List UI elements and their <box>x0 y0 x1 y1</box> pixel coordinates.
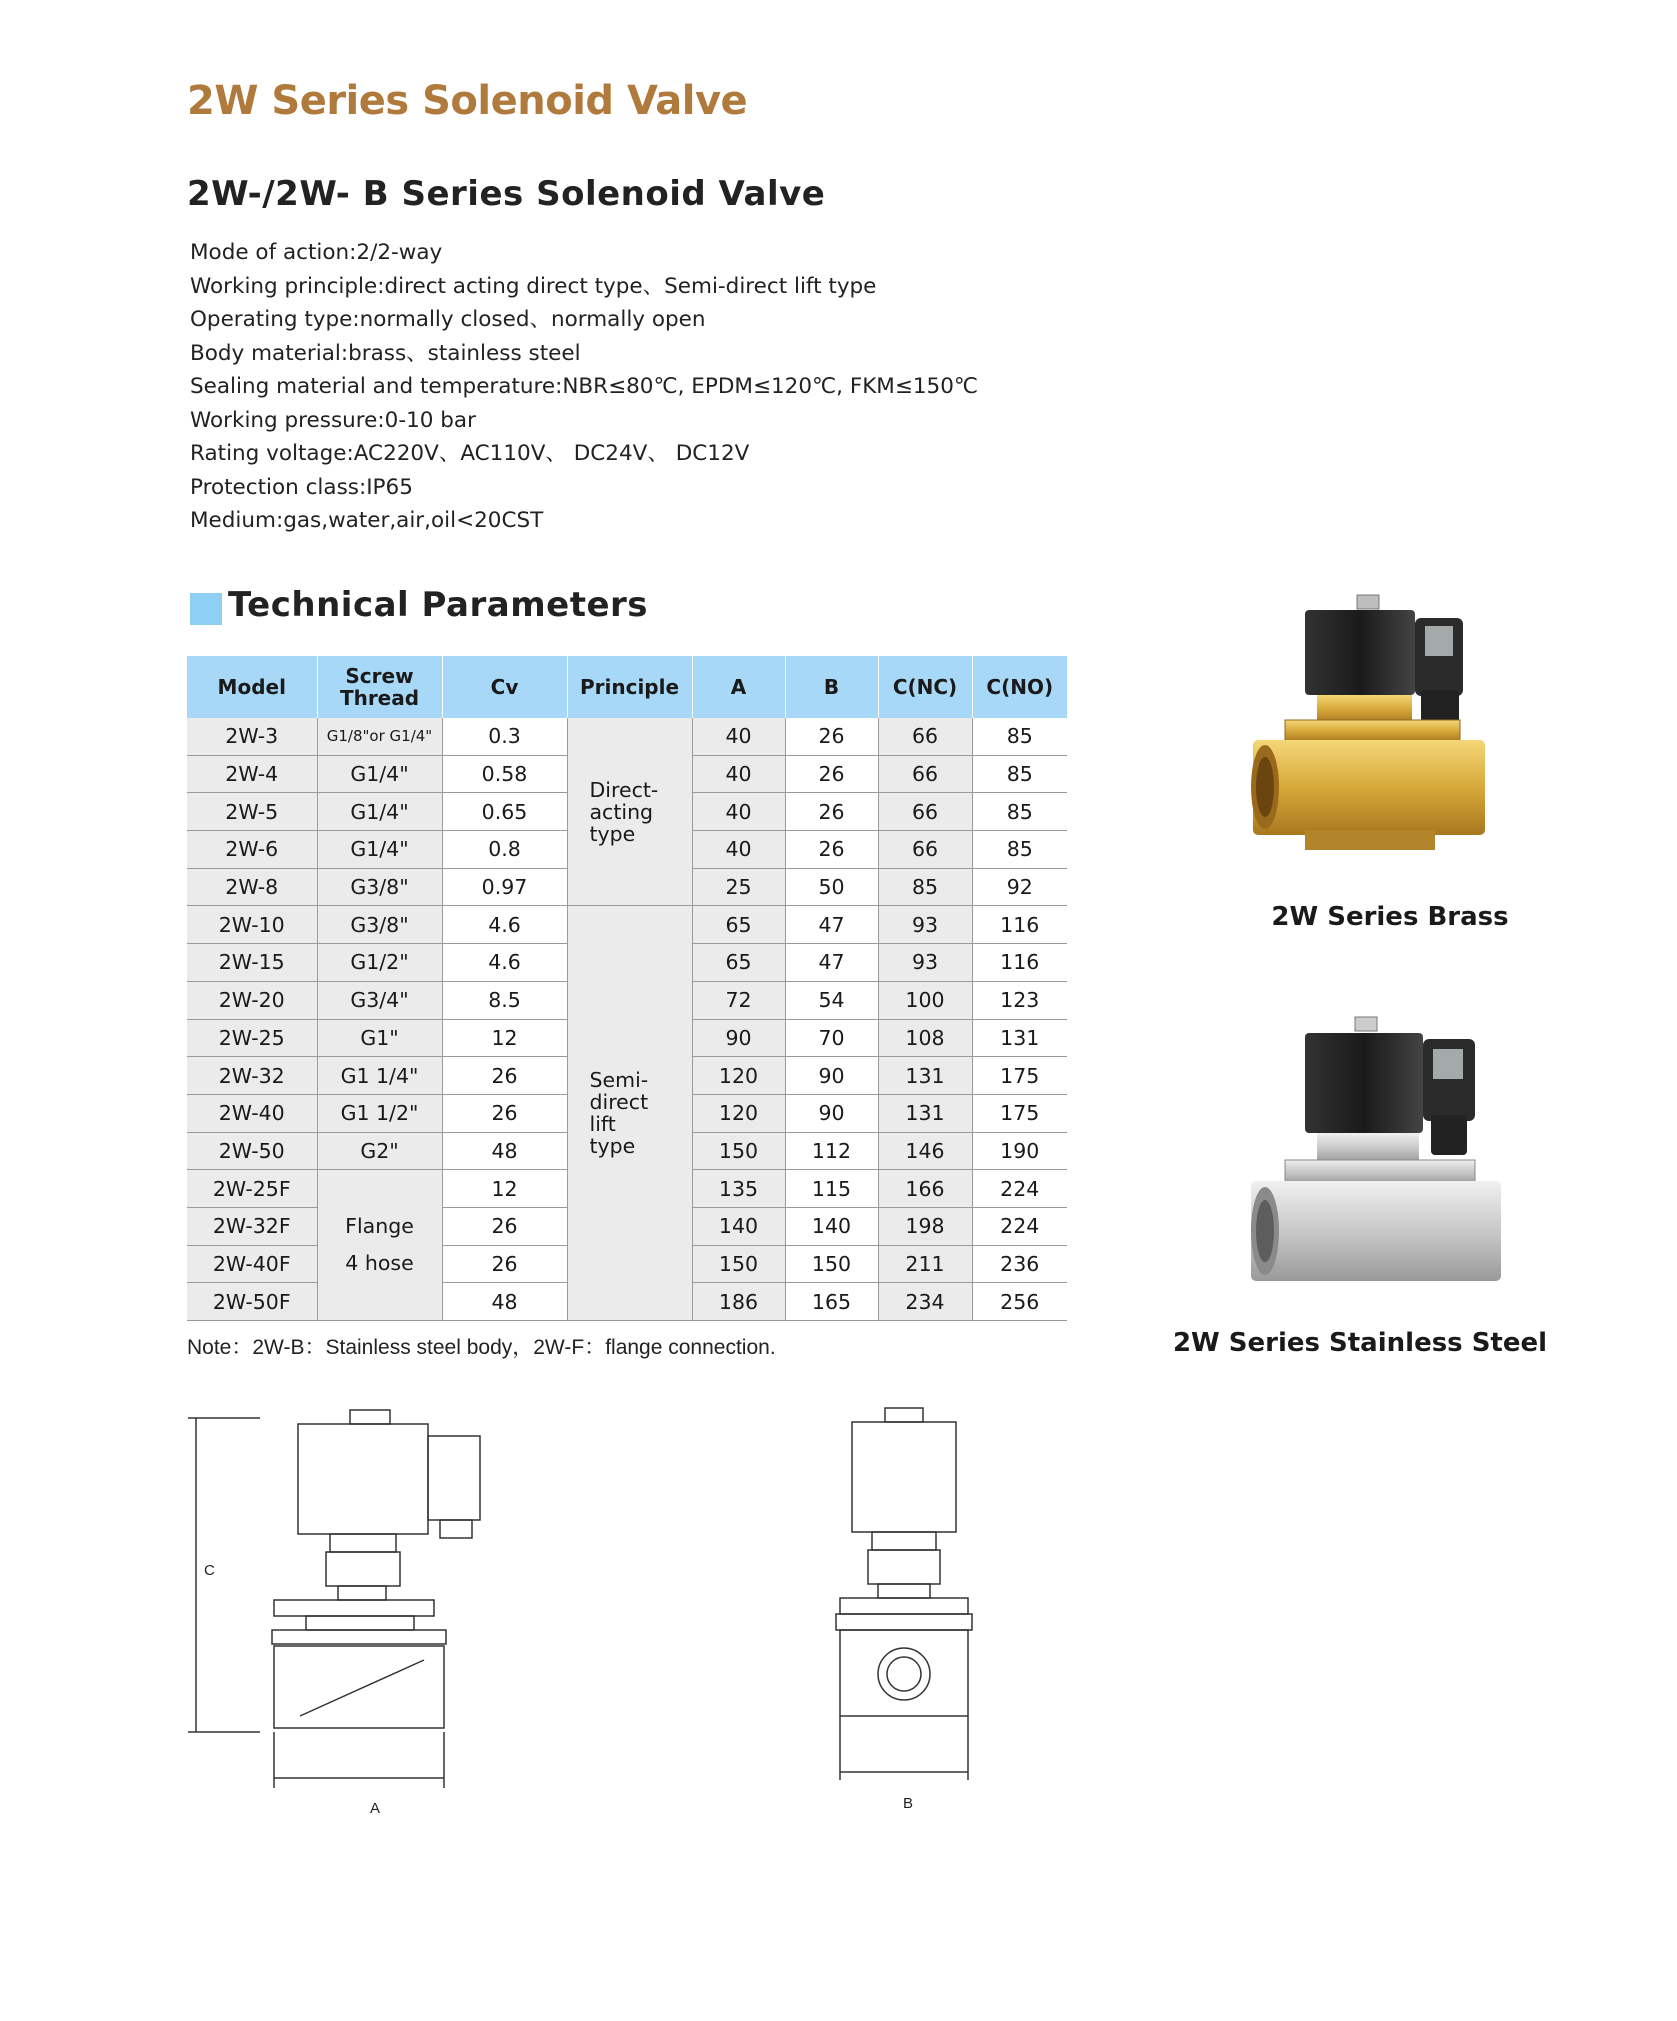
brass-valve-photo <box>1245 590 1505 870</box>
valve-side-drawing <box>170 1380 610 1830</box>
cv-cell: 0.3 <box>442 718 567 755</box>
dim-cno-cell: 85 <box>972 831 1067 869</box>
spec-line: Mode of action:2/2-way <box>190 240 443 265</box>
table-row <box>187 718 1067 755</box>
spec-line: Rating voltage:AC220V、AC110V、 DC24V、 DC12V <box>190 441 750 466</box>
screw-thread-cell: G1/2" <box>317 944 442 982</box>
stainless-valve-photo <box>1245 1005 1525 1295</box>
cv-cell: 12 <box>442 1019 567 1057</box>
cv-cell: 4.6 <box>442 944 567 982</box>
dim-a-cell: 25 <box>692 868 785 906</box>
dim-cnc-cell: 66 <box>878 793 972 831</box>
spec-line: Sealing material and temperature:NBR≤80℃, EPDM≤120℃, FKM≤150℃ <box>190 374 979 399</box>
dim-a-cell: 40 <box>692 831 785 869</box>
model-cell: 2W-10 <box>187 906 317 944</box>
table-row <box>187 906 1067 944</box>
model-cell: 2W-15 <box>187 944 317 982</box>
dim-b-cell: 150 <box>785 1245 878 1283</box>
section-marker <box>190 593 222 625</box>
dim-b-cell: 47 <box>785 944 878 982</box>
cv-cell: 48 <box>442 1132 567 1170</box>
dim-b-cell: 26 <box>785 718 878 755</box>
cv-cell: 4.6 <box>442 906 567 944</box>
column-header: Screw Thread <box>317 656 442 718</box>
dim-cnc-cell: 93 <box>878 906 972 944</box>
dim-a-cell: 140 <box>692 1207 785 1245</box>
cv-cell: 0.65 <box>442 793 567 831</box>
screw-thread-cell: G1" <box>317 1019 442 1057</box>
dim-cnc-cell: 66 <box>878 831 972 869</box>
dim-cno-cell: 236 <box>972 1245 1067 1283</box>
spec-line: Body material:brass、stainless steel <box>190 340 581 366</box>
cv-cell: 26 <box>442 1094 567 1132</box>
dim-a-cell: 40 <box>692 755 785 793</box>
model-cell: 2W-3 <box>187 718 317 755</box>
screw-thread-cell: G2" <box>317 1132 442 1170</box>
dim-cnc-cell: 108 <box>878 1019 972 1057</box>
screw-thread-cell: G3/4" <box>317 981 442 1019</box>
cv-cell: 8.5 <box>442 981 567 1019</box>
dimension-label-b: B <box>903 1795 914 1812</box>
spec-line: Protection class:IP65 <box>190 474 413 500</box>
dim-cnc-cell: 131 <box>878 1057 972 1095</box>
dim-cno-cell: 116 <box>972 944 1067 982</box>
model-cell: 2W-32 <box>187 1057 317 1095</box>
model-cell: 2W-5 <box>187 793 317 831</box>
cv-cell: 0.8 <box>442 831 567 869</box>
stainless-caption: 2W Series Stainless Steel <box>1172 1328 1548 1358</box>
model-cell: 2W-8 <box>187 868 317 906</box>
spec-line: Medium:gas,water,air,oil<20CST <box>190 508 544 533</box>
dim-cnc-cell: 211 <box>878 1245 972 1283</box>
brass-caption: 2W Series Brass <box>1271 902 1509 932</box>
dim-cno-cell: 175 <box>972 1057 1067 1095</box>
dim-a-cell: 135 <box>692 1170 785 1208</box>
screw-thread-cell: G1 1/4" <box>317 1057 442 1095</box>
technical-parameters-table <box>187 656 1067 1321</box>
page-title: 2W Series Solenoid Valve <box>187 78 748 124</box>
model-cell: 2W-40 <box>187 1094 317 1132</box>
dim-cno-cell: 123 <box>972 981 1067 1019</box>
screw-thread-cell: G3/8" <box>317 906 442 944</box>
principle-cell: Direct- acting type <box>567 718 692 906</box>
screw-thread-cell: G1/4" <box>317 793 442 831</box>
dim-a-cell: 150 <box>692 1245 785 1283</box>
dim-cnc-cell: 198 <box>878 1207 972 1245</box>
spec-line: Working pressure:0-10 bar <box>190 407 476 433</box>
model-cell: 2W-4 <box>187 755 317 793</box>
dim-cnc-cell: 100 <box>878 981 972 1019</box>
dim-a-cell: 120 <box>692 1057 785 1095</box>
spec-line: Operating type:normally closed、normally open <box>190 307 706 332</box>
dim-cnc-cell: 146 <box>878 1132 972 1170</box>
model-cell: 2W-50F <box>187 1283 317 1321</box>
dim-b-cell: 26 <box>785 831 878 869</box>
dim-cnc-cell: 166 <box>878 1170 972 1208</box>
dim-cno-cell: 116 <box>972 906 1067 944</box>
column-header: A <box>692 656 785 718</box>
column-header: Principle <box>567 656 692 718</box>
dim-b-cell: 112 <box>785 1132 878 1170</box>
model-cell: 2W-40F <box>187 1245 317 1283</box>
dim-b-cell: 90 <box>785 1057 878 1095</box>
cv-cell: 12 <box>442 1170 567 1208</box>
dim-b-cell: 54 <box>785 981 878 1019</box>
dim-cno-cell: 92 <box>972 868 1067 906</box>
dim-cno-cell: 224 <box>972 1207 1067 1245</box>
dim-cnc-cell: 131 <box>878 1094 972 1132</box>
spec-line: Working principle:direct acting direct type、Semi-direct lift type <box>190 273 877 299</box>
dim-a-cell: 120 <box>692 1094 785 1132</box>
dim-a-cell: 186 <box>692 1283 785 1321</box>
dim-cnc-cell: 93 <box>878 944 972 982</box>
product-subtitle: 2W-/2W- B Series Solenoid Valve <box>187 174 826 214</box>
dim-b-cell: 26 <box>785 755 878 793</box>
section-title: Technical Parameters <box>228 585 649 625</box>
table-note: Note：2W-B：Stainless steel body，2W-F：flange connection. <box>187 1336 776 1359</box>
dim-a-cell: 65 <box>692 906 785 944</box>
column-header: B <box>785 656 878 718</box>
screw-thread-cell: G3/8" <box>317 868 442 906</box>
dim-a-cell: 90 <box>692 1019 785 1057</box>
dim-cno-cell: 131 <box>972 1019 1067 1057</box>
dim-cno-cell: 256 <box>972 1283 1067 1321</box>
dimension-label-c: C <box>204 1562 215 1579</box>
cv-cell: 26 <box>442 1207 567 1245</box>
model-cell: 2W-32F <box>187 1207 317 1245</box>
dim-cno-cell: 85 <box>972 718 1067 755</box>
dim-cno-cell: 85 <box>972 793 1067 831</box>
cv-cell: 26 <box>442 1057 567 1095</box>
dim-a-cell: 40 <box>692 793 785 831</box>
table-header-row <box>187 656 1067 718</box>
column-header: Model <box>187 656 317 718</box>
model-cell: 2W-50 <box>187 1132 317 1170</box>
dim-b-cell: 115 <box>785 1170 878 1208</box>
model-cell: 2W-25F <box>187 1170 317 1208</box>
screw-thread-cell: G1/4" <box>317 755 442 793</box>
dim-cnc-cell: 66 <box>878 718 972 755</box>
dim-a-cell: 40 <box>692 718 785 755</box>
dim-cno-cell: 175 <box>972 1094 1067 1132</box>
dim-a-cell: 72 <box>692 981 785 1019</box>
dim-cno-cell: 224 <box>972 1170 1067 1208</box>
dim-a-cell: 150 <box>692 1132 785 1170</box>
dim-b-cell: 90 <box>785 1094 878 1132</box>
valve-front-drawing <box>820 1400 990 1800</box>
column-header: C(NC) <box>878 656 972 718</box>
model-cell: 2W-20 <box>187 981 317 1019</box>
screw-thread-cell: G1/4" <box>317 831 442 869</box>
dim-cnc-cell: 66 <box>878 755 972 793</box>
spec-list <box>190 236 978 538</box>
screw-thread-cell: Flange 4 hose <box>317 1170 442 1321</box>
principle-cell: Semi- direct lift type <box>567 906 692 1321</box>
dim-a-cell: 65 <box>692 944 785 982</box>
screw-thread-cell: G1 1/2" <box>317 1094 442 1132</box>
model-cell: 2W-6 <box>187 831 317 869</box>
model-cell: 2W-25 <box>187 1019 317 1057</box>
dim-b-cell: 140 <box>785 1207 878 1245</box>
dim-cno-cell: 190 <box>972 1132 1067 1170</box>
cv-cell: 0.58 <box>442 755 567 793</box>
dimension-label-a: A <box>370 1800 381 1817</box>
dim-b-cell: 165 <box>785 1283 878 1321</box>
cv-cell: 48 <box>442 1283 567 1321</box>
cv-cell: 0.97 <box>442 868 567 906</box>
column-header: Cv <box>442 656 567 718</box>
dim-b-cell: 50 <box>785 868 878 906</box>
dim-cno-cell: 85 <box>972 755 1067 793</box>
dim-b-cell: 26 <box>785 793 878 831</box>
screw-thread-cell: G1/8"or G1/4" <box>317 718 442 755</box>
dim-cnc-cell: 234 <box>878 1283 972 1321</box>
cv-cell: 26 <box>442 1245 567 1283</box>
column-header: C(NO) <box>972 656 1067 718</box>
dim-b-cell: 47 <box>785 906 878 944</box>
dim-b-cell: 70 <box>785 1019 878 1057</box>
dim-cnc-cell: 85 <box>878 868 972 906</box>
